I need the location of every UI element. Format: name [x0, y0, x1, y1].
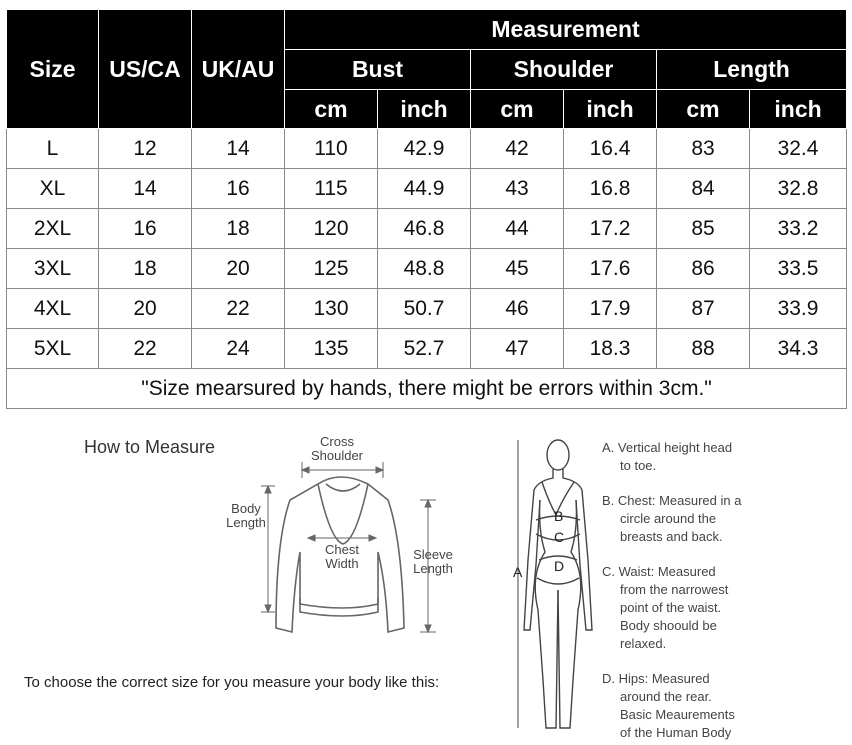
cell-length-cm: 86	[657, 249, 750, 289]
header-length: Length	[657, 50, 847, 90]
note-a: A. Vertical height head to toe.	[602, 440, 733, 473]
cell-us-ca: 18	[99, 249, 192, 289]
cell-uk-au: 16	[192, 169, 285, 209]
cell-bust-cm: 120	[285, 209, 378, 249]
table-footnote: "Size mearsured by hands, there might be errors within 3cm."	[7, 369, 847, 409]
cell-length-cm: 84	[657, 169, 750, 209]
cell-uk-au: 14	[192, 129, 285, 169]
cell-length-cm: 87	[657, 289, 750, 329]
cell-bust-cm: 130	[285, 289, 378, 329]
header-length-inch: inch	[750, 90, 847, 129]
cell-size: 2XL	[7, 209, 99, 249]
cell-uk-au: 24	[192, 329, 285, 369]
cell-shoulder-cm: 44	[471, 209, 564, 249]
cell-length-cm: 85	[657, 209, 750, 249]
cell-bust-inch: 48.8	[378, 249, 471, 289]
cell-length-inch: 33.5	[750, 249, 847, 289]
cell-bust-inch: 44.9	[378, 169, 471, 209]
note-b: B. Chest: Measured in a circle around the breasts and back.	[602, 493, 742, 544]
cell-uk-au: 22	[192, 289, 285, 329]
header-us-ca: US/CA	[99, 10, 192, 129]
cell-shoulder-inch: 16.8	[564, 169, 657, 209]
note-c: C. Waist: Measured from the narrowest point of the waist. Body shoould be relaxed.	[602, 564, 729, 651]
cell-us-ca: 14	[99, 169, 192, 209]
header-length-cm: cm	[657, 90, 750, 129]
cell-us-ca: 12	[99, 129, 192, 169]
cell-uk-au: 20	[192, 249, 285, 289]
cell-shoulder-inch: 18.3	[564, 329, 657, 369]
cell-shoulder-cm: 45	[471, 249, 564, 289]
cell-bust-inch: 42.9	[378, 129, 471, 169]
cell-length-inch: 34.3	[750, 329, 847, 369]
label-d: D	[554, 558, 565, 574]
note-d: D. Hips: Measured around the rear. Basic Meaurements of the Human Body	[602, 671, 735, 740]
header-measurement: Measurement	[285, 10, 847, 50]
cell-shoulder-cm: 47	[471, 329, 564, 369]
header-bust-inch: inch	[378, 90, 471, 129]
how-to-measure-title: How to Measure	[84, 437, 216, 457]
label-c: C	[554, 529, 565, 545]
cell-size: L	[7, 129, 99, 169]
header-size: Size	[7, 10, 99, 129]
header-shoulder-inch: inch	[564, 90, 657, 129]
cell-size: 5XL	[7, 329, 99, 369]
cell-bust-cm: 135	[285, 329, 378, 369]
cell-bust-inch: 50.7	[378, 289, 471, 329]
cell-shoulder-inch: 17.2	[564, 209, 657, 249]
label-b: B	[554, 508, 564, 524]
cell-bust-cm: 125	[285, 249, 378, 289]
cell-length-inch: 33.2	[750, 209, 847, 249]
cell-length-cm: 88	[657, 329, 750, 369]
chest-width-label: Chest Width	[325, 542, 359, 571]
cell-shoulder-inch: 17.9	[564, 289, 657, 329]
chest-width-measure	[308, 535, 376, 541]
cell-bust-cm: 110	[285, 129, 378, 169]
cell-size: 4XL	[7, 289, 99, 329]
cell-us-ca: 20	[99, 289, 192, 329]
header-shoulder-cm: cm	[471, 90, 564, 129]
cell-shoulder-inch: 16.4	[564, 129, 657, 169]
cell-uk-au: 18	[192, 209, 285, 249]
body-length-label: Body Length	[226, 501, 266, 530]
cell-shoulder-inch: 17.6	[564, 249, 657, 289]
header-uk-au: UK/AU	[192, 10, 285, 129]
cell-length-inch: 33.9	[750, 289, 847, 329]
header-bust-cm: cm	[285, 90, 378, 129]
cell-bust-cm: 115	[285, 169, 378, 209]
header-bust: Bust	[285, 50, 471, 90]
sleeve-length-label: Sleeve Length	[413, 547, 453, 576]
cross-shoulder-label: Cross Shoulder	[310, 434, 364, 463]
cell-shoulder-cm: 43	[471, 169, 564, 209]
cell-size: 3XL	[7, 249, 99, 289]
choose-size-instruction: To choose the correct size for you measure your body like this:	[24, 674, 440, 691]
cell-size: XL	[7, 169, 99, 209]
cell-bust-inch: 52.7	[378, 329, 471, 369]
cell-length-cm: 83	[657, 129, 750, 169]
cell-bust-inch: 46.8	[378, 209, 471, 249]
cell-length-inch: 32.4	[750, 129, 847, 169]
cell-length-inch: 32.8	[750, 169, 847, 209]
cell-shoulder-cm: 42	[471, 129, 564, 169]
label-a: A	[513, 564, 523, 580]
human-body-icon	[524, 440, 592, 728]
cross-shoulder-measure	[302, 462, 383, 478]
cell-us-ca: 22	[99, 329, 192, 369]
cell-shoulder-cm: 46	[471, 289, 564, 329]
header-shoulder: Shoulder	[471, 50, 657, 90]
cell-us-ca: 16	[99, 209, 192, 249]
